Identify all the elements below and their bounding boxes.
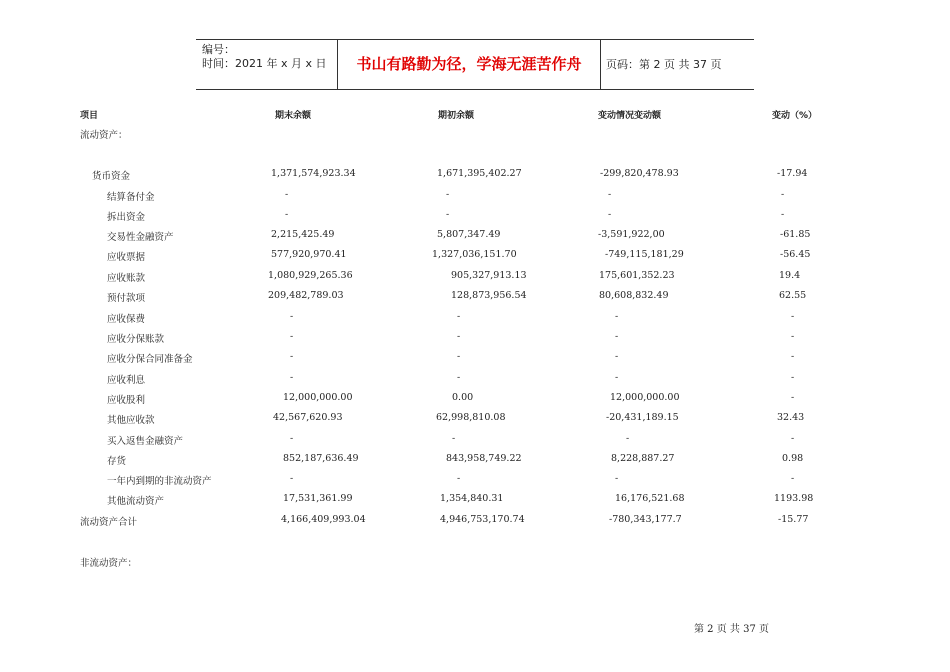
- row-begin: 905,327,913.13: [451, 270, 527, 281]
- row-pct: -: [791, 351, 795, 362]
- col-header-begin: 期初余额: [438, 111, 475, 121]
- row-change: -3,591,922,00: [598, 229, 665, 240]
- row-name: 一年内到期的非流动资产: [107, 476, 212, 487]
- row-begin: 843,958,749.22: [446, 453, 522, 464]
- row-pct: -: [791, 311, 795, 322]
- col-header-item: 项目: [80, 111, 99, 121]
- row-change: -299,820,478.93: [600, 168, 679, 179]
- row-end: 577,920,970.41: [271, 249, 347, 260]
- row-begin: -: [446, 189, 450, 200]
- row-pct: -: [781, 189, 785, 200]
- row-name: 预付款项: [107, 293, 146, 304]
- document-header: [196, 39, 754, 90]
- row-pct: -: [791, 372, 795, 383]
- row-begin: -: [457, 473, 461, 484]
- row-change: -: [608, 189, 612, 200]
- row-end: 1,080,929,265.36: [268, 270, 353, 281]
- row-end: 209,482,789.03: [268, 290, 344, 301]
- row-pct: -: [791, 392, 795, 403]
- col-header-change: 变动情况变动额: [598, 111, 662, 121]
- row-end: -: [290, 372, 294, 383]
- total-row-begin: 4,946,753,170.74: [440, 514, 525, 525]
- motto: 书山有路勤为径，学海无涯苦作舟: [338, 40, 601, 89]
- row-name: 应收账款: [107, 273, 146, 284]
- row-pct: 1193.98: [774, 493, 814, 504]
- time-label: 时间：2021 年 x 月 x 日: [202, 57, 327, 70]
- section-current-assets: 流动资产：: [80, 130, 128, 141]
- row-change: -: [615, 311, 619, 322]
- row-name: 应收利息: [107, 375, 146, 386]
- row-end: -: [290, 311, 294, 322]
- row-begin: 1,354,840.31: [440, 493, 504, 504]
- row-begin: 62,998,810.08: [436, 412, 506, 423]
- row-end: 17,531,361.99: [283, 493, 353, 504]
- total-row-change: -780,343,177.7: [609, 514, 682, 525]
- row-begin: 0.00: [452, 392, 474, 403]
- col-header-end: 期末余额: [275, 111, 312, 121]
- total-row-name: 流动资产合计: [80, 517, 138, 528]
- row-name: 其他应收款: [107, 415, 155, 426]
- page-code: 页码：第 2 页 共 37 页: [606, 58, 722, 71]
- row-begin: 1,327,036,151.70: [432, 249, 517, 260]
- row-pct: -: [781, 209, 785, 220]
- row-begin: -: [457, 331, 461, 342]
- row-end: 2,215,425.49: [271, 229, 335, 240]
- row-pct: -: [791, 473, 795, 484]
- row-change: -749,115,181,29: [605, 249, 684, 260]
- col-header-pct: 变动（%）: [772, 111, 818, 121]
- total-row-end: 4,166,409,993.04: [281, 514, 366, 525]
- row-pct: 32.43: [777, 412, 805, 423]
- row-begin: 128,873,956.54: [451, 290, 527, 301]
- header-meta: [196, 40, 338, 89]
- row-change: -: [615, 473, 619, 484]
- row-name: 交易性金融资产: [107, 232, 174, 243]
- row-end: -: [285, 209, 289, 220]
- row-name: 应收分保合同准备金: [107, 354, 193, 365]
- row-pct: 19.4: [779, 270, 801, 281]
- row-end: 12,000,000.00: [283, 392, 353, 403]
- row-name: 应收股利: [107, 395, 146, 406]
- number-label: 编号：: [202, 43, 235, 56]
- row-change: 175,601,352.23: [599, 270, 675, 281]
- row-change: -: [626, 433, 630, 444]
- row-begin: -: [446, 209, 450, 220]
- total-row-pct: -15.77: [778, 514, 809, 525]
- row-name: 应收分保账款: [107, 334, 165, 345]
- row-end: -: [290, 331, 294, 342]
- row-pct: -: [791, 331, 795, 342]
- row-end: -: [290, 433, 294, 444]
- row-end: -: [290, 473, 294, 484]
- row-change: 16,176,521.68: [615, 493, 685, 504]
- row-change: -: [615, 331, 619, 342]
- row-pct: -17.94: [777, 168, 808, 179]
- page-footer: 第 2 页 共 37 页: [694, 624, 769, 635]
- row-end: -: [290, 351, 294, 362]
- row-end: 1,371,574,923.34: [271, 168, 356, 179]
- row-change: 80,608,832.49: [599, 290, 669, 301]
- section-noncurrent-assets: 非流动资产：: [80, 558, 138, 569]
- row-name: 买入返售金融资产: [107, 436, 184, 447]
- row-name: 应收保费: [107, 314, 146, 325]
- row-begin: 1,671,395,402.27: [437, 168, 522, 179]
- row-begin: -: [457, 311, 461, 322]
- row-begin: -: [452, 433, 456, 444]
- row-name: 应收票据: [107, 252, 146, 263]
- row-end: -: [285, 189, 289, 200]
- row-name: 存货: [107, 456, 127, 467]
- row-name: 结算备付金: [107, 192, 155, 203]
- row-end: 42,567,620.93: [273, 412, 343, 423]
- row-pct: -: [791, 433, 795, 444]
- row-pct: 62.55: [779, 290, 807, 301]
- row-change: 8,228,887.27: [611, 453, 675, 464]
- row-change: -: [615, 372, 619, 383]
- row-pct: -56.45: [780, 249, 811, 260]
- row-name: 货币资金: [92, 171, 131, 182]
- row-change: -: [608, 209, 612, 220]
- row-pct: 0.98: [782, 453, 804, 464]
- row-begin: -: [457, 372, 461, 383]
- row-name: 拆出资金: [107, 212, 146, 223]
- row-pct: -61.85: [780, 229, 811, 240]
- row-end: 852,187,636.49: [283, 453, 359, 464]
- row-begin: 5,807,347.49: [437, 229, 501, 240]
- row-name: 其他流动资产: [107, 496, 165, 507]
- row-begin: -: [457, 351, 461, 362]
- row-change: -: [615, 351, 619, 362]
- row-change: 12,000,000.00: [610, 392, 680, 403]
- row-change: -20,431,189.15: [606, 412, 679, 423]
